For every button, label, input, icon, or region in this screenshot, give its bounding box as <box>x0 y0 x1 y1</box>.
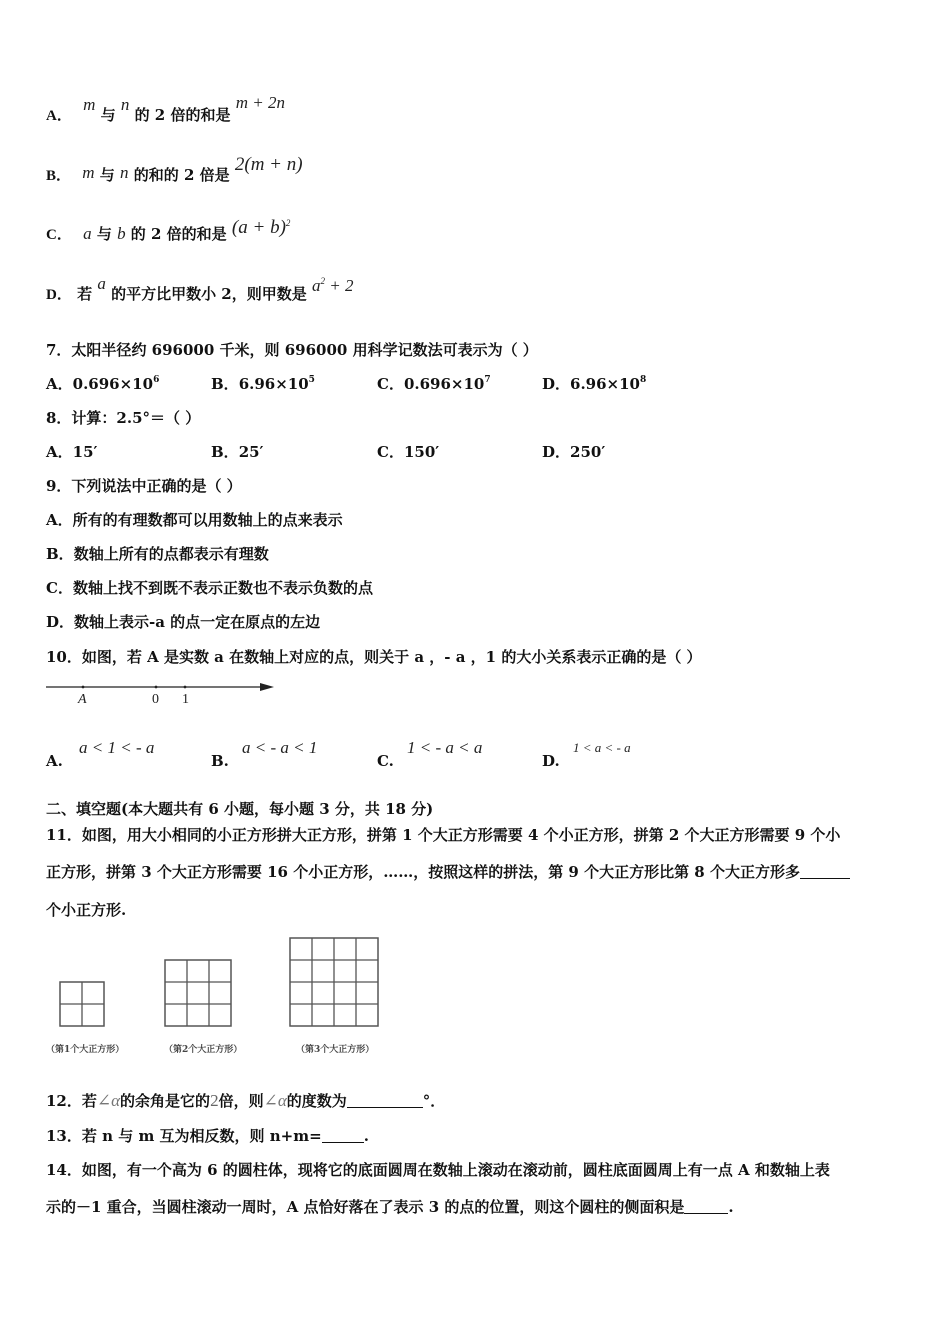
option-label: C． <box>46 579 73 597</box>
option-exponent: 5 <box>308 375 315 385</box>
option-label: B． <box>46 168 72 184</box>
math-m: m <box>82 163 95 182</box>
expr-tail: + 2 <box>324 276 354 295</box>
q7-option-d <box>542 373 646 394</box>
caption-square-3: （第3个大正方形） <box>296 1045 375 1055</box>
q11-line2 <box>46 861 850 882</box>
option-label: D． <box>46 613 75 631</box>
option-base: 0.696×10 <box>72 375 154 393</box>
q14-line2 <box>46 1196 734 1217</box>
option-exponent: 8 <box>640 375 647 385</box>
math-expression: m + 2n <box>235 93 285 112</box>
math-n: n <box>120 95 130 114</box>
angle-alpha: ∠α <box>96 1091 121 1110</box>
q7-option-c <box>377 373 491 394</box>
math-m: m <box>83 95 96 114</box>
option-text: 数轴上找不到既不表示正数也不表示负数的点 <box>72 579 373 597</box>
math-expression <box>312 276 353 295</box>
math-a: a <box>83 224 92 243</box>
expr-exponent: 2 <box>320 276 325 286</box>
option-base: 0.696×10 <box>403 375 485 393</box>
caption-square-1: （第1个大正方形） <box>46 1045 125 1055</box>
q8-stem: 8．计算：2.5°＝（ ） <box>46 409 201 427</box>
option-label: C． <box>377 443 404 461</box>
q11-line1: 11．如图，用大小相同的小正方形拼大正方形，拼第 1 个大正方形需要 4 个小正方形，拼第 2 个大正方形需要 9 个小 <box>46 826 841 844</box>
option-label: D． <box>542 443 571 461</box>
option-label: A． <box>46 443 73 461</box>
q10-option-c <box>377 738 537 774</box>
q6-option-c <box>46 217 291 245</box>
math-a: a <box>97 274 106 293</box>
q8-option-c <box>377 441 439 462</box>
q6-option-b <box>46 154 303 186</box>
q12-tail: °． <box>422 1092 446 1110</box>
option-text: 的 2 倍的和是 <box>130 225 227 243</box>
q7-option-b <box>211 373 315 394</box>
grid-4x4-icon <box>289 937 379 1027</box>
q10-option-b <box>211 738 371 774</box>
q9-option-d <box>46 611 320 632</box>
q14-line2-text: 示的－1 重合，当圆柱滚动一周时，A 点恰好落在了表示 3 的点的位置，则这个圆柱的侧面积是 <box>46 1198 685 1216</box>
option-text: 15′ <box>72 443 98 461</box>
option-label: D． <box>46 287 72 303</box>
q13-tail: . <box>363 1127 369 1145</box>
q9-option-b <box>46 543 269 564</box>
q9-option-c <box>46 577 373 598</box>
q12-post: 的度数为 <box>286 1092 347 1110</box>
text-and: 与 <box>96 225 112 243</box>
option-label: B. <box>211 752 229 770</box>
grid-2x2-icon <box>59 981 105 1027</box>
text-and: 与 <box>100 106 116 124</box>
answer-blank[interactable] <box>800 864 850 879</box>
q12-mid2: 倍，则 <box>218 1092 264 1110</box>
expr-base: (a + b) <box>231 217 286 238</box>
q9-stem: 9．下列说法中正确的是（ ） <box>46 477 242 495</box>
option-text: 150′ <box>403 443 440 461</box>
text-if: 若 <box>77 285 93 303</box>
label-zero: 0 <box>152 692 159 707</box>
option-label: D. <box>542 752 560 770</box>
option-label: A. <box>46 752 63 770</box>
option-exponent: 7 <box>484 375 491 385</box>
q10-option-a <box>46 738 206 774</box>
option-label: A． <box>46 375 73 393</box>
q10-stem: 10．如图，若 A 是实数 a 在数轴上对应的点，则关于 a ，‐ a ，1 的大小关系表示正确的是（ ） <box>46 648 702 666</box>
option-text: 250′ <box>570 443 606 461</box>
option-base: 6.96×10 <box>238 375 309 393</box>
option-label: B． <box>211 443 239 461</box>
option-text: 的平方比甲数小 2，则甲数是 <box>111 285 307 303</box>
option-text: 数轴上所有的点都表示有理数 <box>73 545 269 563</box>
option-text: 所有的有理数都可以用数轴上的点来表示 <box>72 511 343 529</box>
option-math: a < - a < 1 <box>242 738 318 757</box>
option-text: 25′ <box>238 443 264 461</box>
grid-3x3-icon <box>164 959 232 1027</box>
q11-line3: 个小正方形. <box>46 901 127 919</box>
option-label: B． <box>46 545 74 563</box>
caption-square-2: （第2个大正方形） <box>164 1045 243 1055</box>
option-label: D． <box>542 375 571 393</box>
q14-line1: 14．如图，有一个高为 6 的圆柱体，现将它的底面圆周在数轴上滚动在滚动前，圆柱底面圆周上有一点 A 和数轴上表 <box>46 1161 830 1179</box>
math-expression: 2(m + n) <box>234 154 303 175</box>
option-text: 的 2 倍的和是 <box>134 106 231 124</box>
q8-option-a <box>46 441 97 462</box>
q13 <box>46 1125 369 1146</box>
answer-blank[interactable] <box>347 1093 423 1108</box>
option-label: C． <box>46 227 72 243</box>
option-label: A． <box>46 511 73 529</box>
answer-blank[interactable] <box>322 1128 364 1143</box>
expr-base: a <box>311 276 321 295</box>
label-point-a: A <box>78 692 87 707</box>
option-label: C． <box>377 375 404 393</box>
math-expression <box>232 217 290 238</box>
expr-exponent: 2 <box>285 218 291 228</box>
option-exponent: 6 <box>153 375 160 385</box>
number-line-figure <box>46 678 276 712</box>
option-base: 6.96×10 <box>570 375 640 393</box>
q8-option-d <box>542 441 605 462</box>
answer-blank[interactable] <box>684 1199 728 1214</box>
option-text: 数轴上表示-a 的点一定在原点的左边 <box>74 613 321 631</box>
option-math: a < 1 < - a <box>79 738 155 757</box>
option-math: 1 < a < - a <box>573 740 631 755</box>
q12-pre: 12．若 <box>46 1092 97 1110</box>
q8-option-b <box>211 441 264 462</box>
q11-line2-text: 正方形，拼第 3 个大正方形需要 16 个小正方形，……，按照这样的拼法，第 9 个大正方形比第 8 个大正方形多 <box>46 863 800 881</box>
text-and: 与 <box>99 166 115 184</box>
q9-option-a <box>46 509 343 530</box>
math-b: b <box>117 224 126 243</box>
section-title: 二、填空题(本大题共有 6 小题，每小题 3 分，共 18 分) <box>46 800 434 818</box>
q13-text: 13．若 n 与 m 互为相反数，则 n+m= <box>46 1127 322 1145</box>
option-label: B． <box>211 375 239 393</box>
q14-tail: . <box>728 1198 734 1216</box>
option-text: 的和的 2 倍是 <box>133 166 230 184</box>
math-n: n <box>120 163 129 182</box>
option-label: A． <box>46 108 72 124</box>
q12 <box>46 1090 445 1111</box>
option-math: 1 < - a < a <box>407 738 483 757</box>
q10-option-d <box>542 738 702 774</box>
label-one: 1 <box>182 692 189 707</box>
angle-alpha: ∠α <box>263 1091 287 1110</box>
q7-option-a <box>46 373 159 394</box>
q7-stem: 7．太阳半径约 696000 千米，则 696000 用科学记数法可表示为（ ） <box>46 341 538 359</box>
q6-option-d <box>46 274 354 304</box>
q12-mid: 的余角是它的 <box>120 1092 211 1110</box>
option-label: C. <box>377 752 394 770</box>
q6-option-a <box>46 93 285 125</box>
number-two: 2 <box>210 1091 219 1110</box>
